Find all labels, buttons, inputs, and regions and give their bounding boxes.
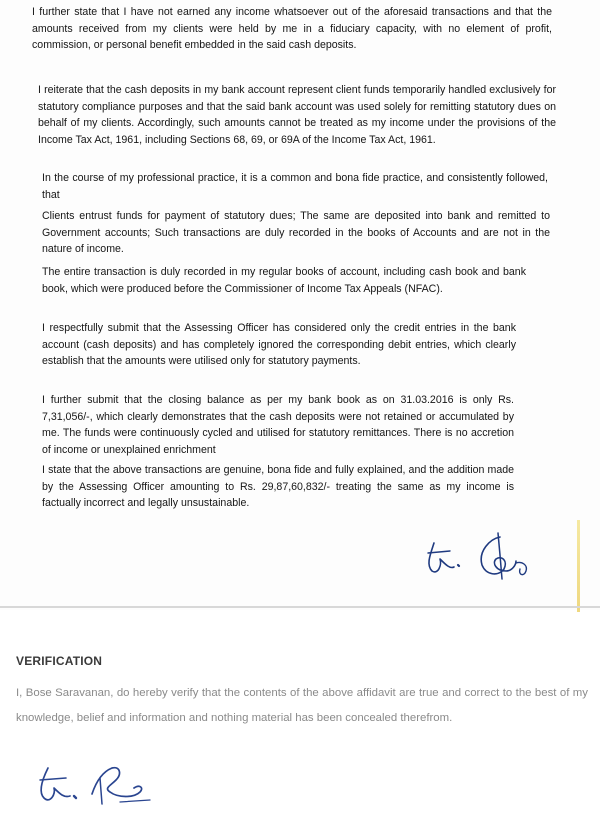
- paragraph-no-income: I further state that I have not earned any income whatsoever out of the aforesaid transactions and that the amounts received from my clients were held by me in a fiduciary capacity, with no element of profit, commission, or personal benefit embedded in the said cash deposits.: [32, 6, 552, 51]
- paragraph-closing-balance: I further submit that the closing balance as per my bank book as on 31.03.2016 is only Rs. 7,31,056/-, which clearly demonstrates that the cash deposits were not retained or accumulated by me. The funds were continuously cycled and utilised for statutory remittances. There is no accretion of income or unexplained enrichment: [42, 394, 514, 456]
- paragraph-books-of-account: The entire transaction is duly recorded in my regular books of account, including cash book and bank book, which were produced before the Commissioner of Income Tax Appeals (NFAC).: [42, 266, 526, 295]
- page-divider: [0, 606, 600, 608]
- paragraph-credit-entries: I respectfully submit that the Assessing Officer has considered only the credit entries in the bank account (cash deposits) and has completely ignored the corresponding debit entries, which clearly establish that the amounts were utilised only for statutory payments.: [42, 322, 516, 367]
- verification-statement: I, Bose Saravanan, do hereby verify that the contents of the above affidavit are true and correct to the best of my knowledge, belief and information and nothing material has been concealed therefrom.: [16, 687, 588, 724]
- paragraph-client-funds: I reiterate that the cash deposits in my bank account represent client funds temporarily handled exclusively for statutory compliance purposes and that the said bank account was used solely for remitting statutory dues on behalf of my clients. Accordingly, such amounts cannot be treated as my income under the provisions of the Income Tax Act, 1961, including Sections 68, 69, or 69A of the Income Tax Act, 1961.: [38, 84, 556, 146]
- edge-highlight-mark: [577, 520, 580, 612]
- paragraph-statutory-dues: Clients entrust funds for payment of statutory dues; The same are deposited into bank and remitted to Government accounts; Such transactions are duly recorded in the books of Accounts and are not in the nature of income.: [42, 210, 550, 255]
- deponent-signature-top: [420, 525, 550, 595]
- deponent-signature-bottom: [30, 758, 170, 814]
- verification-title: VERIFICATION: [16, 654, 103, 668]
- paragraph-professional-practice: In the course of my professional practice, it is a common and bona fide practice, and consistently followed, that: [42, 172, 548, 201]
- paragraph-genuine-transactions: I state that the above transactions are genuine, bona fide and fully explained, and the addition made by the Assessing Officer amounting to Rs. 29,87,60,832/- treating the same as my income is factually incorrect and legally unsustainable.: [42, 464, 514, 509]
